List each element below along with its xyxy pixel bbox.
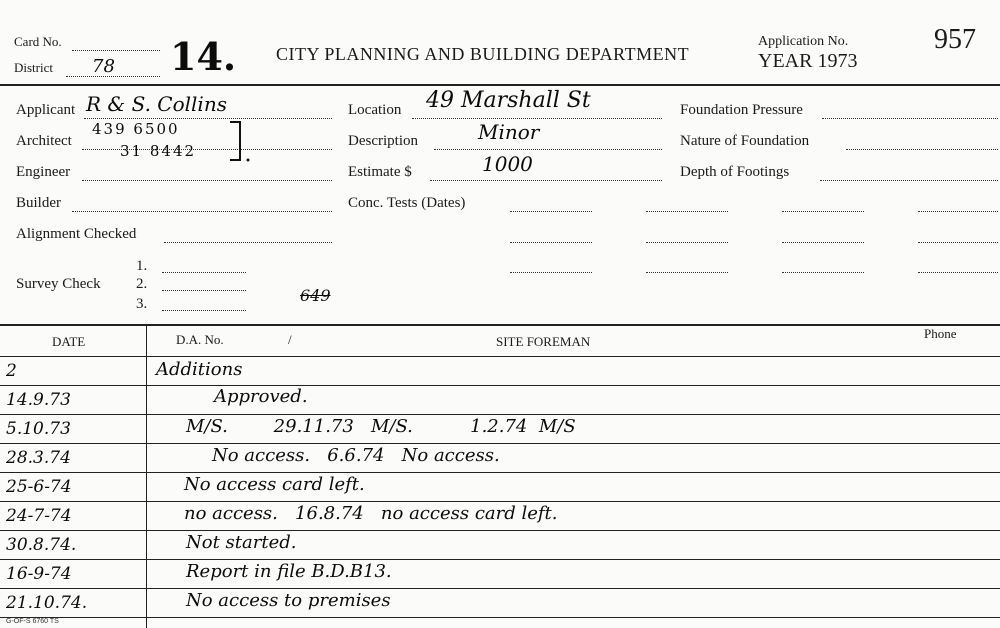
architect-label: Architect (16, 133, 72, 149)
architect-value-1: 439 6500 (92, 120, 180, 138)
row-line (0, 414, 1000, 415)
conc-dots (782, 272, 864, 273)
row-entry: Additions (156, 359, 243, 380)
da-no-slash: / (288, 332, 292, 347)
row-entry: M/S. 29.11.73 M/S. 1.2.74 M/S (186, 416, 576, 437)
alignment-label: Alignment Checked (16, 226, 137, 242)
architect-value-2: 31 8442 (120, 142, 197, 160)
applicant-label: Applicant (16, 102, 76, 118)
description-label: Description (348, 133, 418, 149)
engineer-label: Engineer (16, 164, 71, 180)
row-date: 25-6-74 (6, 477, 72, 497)
card-no-label: Card No. (14, 34, 62, 49)
survey-note: 649 (300, 286, 331, 305)
estimate-value: 1000 (482, 152, 533, 176)
phone-header: Phone (924, 326, 957, 341)
application-no-label: Application No. (758, 34, 849, 49)
survey-dots-2 (162, 290, 246, 291)
row-date: 30.8.74. (6, 535, 77, 555)
year-label: YEAR 1973 (758, 50, 858, 72)
alignment-dots (164, 242, 332, 243)
row-entry: No access to premises (186, 590, 391, 611)
table-header-divider (0, 356, 1000, 357)
card-no-dots (72, 50, 160, 51)
row-date: 2 (6, 361, 17, 381)
conc-dots (646, 242, 728, 243)
survey-dots-3 (162, 310, 246, 311)
conc-dots (782, 211, 864, 212)
conc-dots (510, 242, 592, 243)
row-date: 16-9-74 (6, 564, 72, 584)
depth-of-footings-dots (820, 180, 998, 181)
description-dots (434, 149, 662, 150)
row-line (0, 530, 1000, 531)
form-code: G-OF-S 6760 TS (6, 618, 59, 625)
row-line (0, 559, 1000, 560)
application-number: 957 (934, 24, 976, 55)
survey-item-2: 2. (136, 276, 148, 292)
row-line (0, 588, 1000, 589)
row-line (0, 617, 1000, 618)
foundation-pressure-label: Foundation Pressure (680, 102, 803, 118)
row-line (0, 501, 1000, 502)
conc-dots (918, 242, 998, 243)
conc-dots (918, 211, 998, 212)
card-number: 14. (170, 34, 237, 79)
date-header: DATE (52, 334, 86, 349)
location-dots (412, 118, 662, 119)
conc-dots (646, 272, 728, 273)
architect-bracket (226, 120, 256, 164)
conc-dots (918, 272, 998, 273)
da-no-header: D.A. No. (176, 332, 224, 347)
conc-dots (782, 242, 864, 243)
conc-dots (510, 272, 592, 273)
conc-tests-label: Conc. Tests (Dates) (348, 195, 466, 211)
nature-of-foundation-dots (846, 149, 998, 150)
row-date: 24-7-74 (6, 506, 72, 526)
row-date: 14.9.73 (6, 390, 71, 410)
district-value: 78 (92, 56, 115, 77)
engineer-dots (82, 180, 332, 181)
depth-of-footings-label: Depth of Footings (680, 164, 790, 180)
description-value: Minor (478, 120, 540, 144)
applicant-value: R & S. Collins (86, 92, 227, 116)
row-entry: no access. 16.8.74 no access card left. (184, 503, 558, 524)
estimate-dots (430, 180, 662, 181)
nature-of-foundation-label: Nature of Foundation (680, 133, 810, 149)
builder-dots (72, 211, 332, 212)
site-foreman-header: SITE FOREMAN (496, 334, 591, 349)
table-top-border (0, 324, 1000, 326)
department-title: CITY PLANNING AND BUILDING DEPARTMENT (276, 44, 690, 64)
district-label: District (14, 60, 53, 75)
conc-dots (510, 211, 592, 212)
row-line (0, 385, 1000, 386)
estimate-label: Estimate $ (348, 164, 412, 180)
header-divider (0, 84, 1000, 86)
conc-dots (646, 211, 728, 212)
row-date: 21.10.74. (6, 593, 88, 613)
builder-label: Builder (16, 195, 61, 211)
date-column-divider (146, 324, 147, 628)
row-entry: Not started. (186, 532, 297, 553)
location-value: 49 Marshall St (426, 88, 591, 113)
row-date: 5.10.73 (6, 419, 71, 439)
survey-label: Survey Check (16, 276, 101, 292)
row-line (0, 472, 1000, 473)
survey-dots-1 (162, 272, 246, 273)
row-entry: Report in file B.D.B13. (186, 561, 392, 582)
row-date: 28.3.74 (6, 448, 71, 468)
row-entry: No access card left. (184, 474, 365, 495)
survey-item-3: 3. (136, 296, 148, 312)
row-line (0, 443, 1000, 444)
applicant-dots (84, 118, 332, 119)
location-label: Location (348, 102, 402, 118)
foundation-pressure-dots (822, 118, 998, 119)
row-entry: No access. 6.6.74 No access. (212, 445, 500, 466)
survey-item-1: 1. (136, 258, 148, 274)
row-entry: Approved. (214, 386, 308, 407)
